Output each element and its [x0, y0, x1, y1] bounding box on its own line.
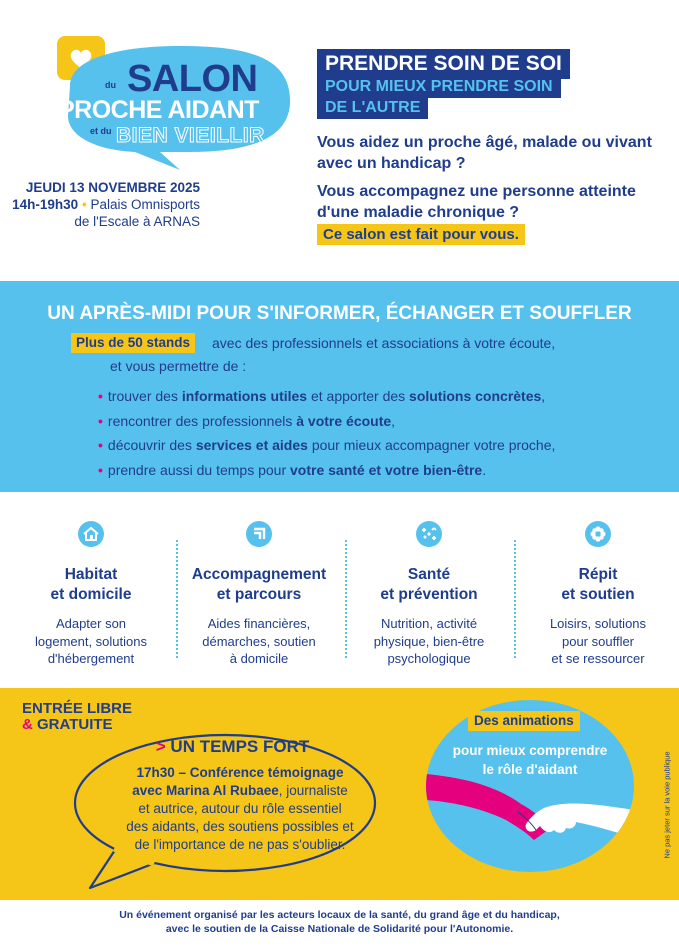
bullet-text: trouver des: [107, 388, 182, 404]
bullet-dot: •: [98, 412, 103, 429]
theme-title-1: Santé: [407, 566, 451, 583]
event-place-2: de l'Escale à ARNAS: [74, 214, 200, 229]
animations-text: [430, 741, 630, 779]
theme-title-2: et soutien: [561, 586, 635, 603]
theme-title-2: et prévention: [380, 586, 478, 603]
logo-salon: SALON: [127, 58, 258, 100]
footer-line-1: Un événement organisé par les acteurs locaux de la santé, du grand âge et du handicap,: [119, 909, 560, 921]
house-icon: [77, 520, 105, 548]
theme-title-1: Habitat: [64, 566, 118, 583]
question-2: Vous accompagnez une personne atteinte d'une maladie chronique ?: [317, 183, 636, 221]
bullet-text: ,: [391, 412, 396, 429]
headline-title: PRENDRE SOIN DE SOI: [317, 49, 570, 79]
info-band-title: UN APRÈS-MIDI POUR S'INFORMER, ÉCHANGER ET SOUFFLER: [47, 303, 632, 324]
headline-sub-2: DE L'AUTRE: [317, 97, 428, 119]
bullet-bold: solutions concrètes: [409, 388, 542, 404]
tagline: Ce salon est fait pour vous.: [317, 224, 525, 245]
footer: [0, 908, 679, 936]
theme-desc: logement, solutions: [34, 633, 147, 649]
theme-habitat: [7, 520, 175, 668]
bullet-text: ,: [541, 388, 546, 404]
event-place-1: Palais Omnisports: [90, 197, 200, 212]
theme-desc: physique, bien-être: [373, 633, 485, 649]
temps-fort-title: [0, 737, 440, 757]
bullet-text: et apporter des: [307, 388, 410, 404]
bullet-text: prendre aussi du temps pour: [107, 461, 291, 478]
bullet-item: [98, 458, 555, 483]
theme-title-2: et parcours: [216, 586, 302, 603]
event-hours: 14h-19h30: [12, 197, 79, 212]
theme-desc: Adapter son: [55, 616, 127, 631]
flower-icon: [584, 520, 612, 548]
theme-accompagnement: [175, 520, 343, 668]
theme-title-2: et domicile: [50, 586, 132, 603]
stands-tag: Plus de 50 stands: [71, 333, 195, 353]
bullet-text: .: [482, 461, 487, 478]
theme-title-1: Accompagnement: [191, 566, 327, 583]
event-hours-place: [0, 196, 200, 213]
bullet-dot: •: [98, 388, 103, 404]
bullet-item: [98, 409, 555, 434]
theme-desc: à domicile: [229, 651, 289, 666]
theme-desc: Nutrition, activité: [380, 616, 478, 631]
bullet-dot: •: [98, 437, 103, 453]
theme-desc: d'hébergement: [47, 651, 135, 666]
theme-repit: [514, 520, 679, 668]
temps-fort-line: des aidants, des soutiens possibles et: [126, 819, 354, 834]
logo-et-du: et du: [90, 126, 112, 136]
logo-du: du: [105, 80, 116, 90]
legal-note: [662, 735, 672, 875]
theme-desc: démarches, soutien: [202, 633, 316, 649]
bullet-bold: à votre écoute: [296, 412, 392, 429]
bullet-dot: •: [98, 461, 103, 478]
theme-desc: pour souffler: [561, 633, 635, 649]
info-bullets: [98, 384, 555, 482]
question-1: Vous aidez un proche âgé, malade ou vivant avec un handicap ?: [317, 134, 652, 172]
logo-proche-aidant: PROCHE AIDANT: [58, 96, 259, 124]
bullet-text: découvrir des: [107, 437, 196, 453]
legal-text: Ne pas jeter sur la voie publique: [662, 751, 672, 859]
animations-tag: Des animations: [468, 711, 580, 731]
bullet-item: [98, 384, 555, 409]
speaker-role: , journaliste: [278, 783, 348, 798]
entry-gratuite: GRATUITE: [32, 716, 113, 733]
health-icon: [415, 520, 443, 548]
info-line-1: avec des professionnels et associations à votre écoute,: [212, 335, 556, 351]
temps-fort-text: [95, 764, 385, 854]
bullet-text: rencontrer des professionnels: [107, 412, 297, 429]
info-line-2: et vous permettre de :: [110, 358, 247, 374]
theme-title-1: Répit: [578, 566, 618, 583]
theme-desc: psychologique: [387, 651, 471, 666]
event-info: [0, 179, 200, 230]
theme-desc: et se ressourcer: [551, 651, 645, 666]
theme-sante: [345, 520, 513, 668]
event-date: JEUDI 13 NOVEMBRE 2025: [25, 180, 200, 195]
bullet-text: pour mieux accompagner votre proche,: [307, 437, 556, 453]
bullet-bold: informations utiles: [181, 388, 308, 404]
arrow-icon: >: [155, 737, 166, 756]
temps-fort-label: UN TEMPS FORT: [165, 737, 310, 756]
theme-desc: Aides financières,: [207, 616, 311, 631]
logo-bien-vieillir: BIEN VIEILLIR: [116, 124, 265, 147]
separator-dot: •: [81, 197, 87, 212]
temps-fort-line: de l'importance de ne pas s'oublier.: [134, 837, 346, 852]
theme-desc: Loisirs, solutions: [549, 616, 647, 631]
entry-amp: &: [22, 716, 33, 733]
footer-line-2: avec le soutien de la Caisse Nationale de Solidarité pour l'Autonomie.: [165, 923, 514, 935]
speaker-name: avec Marina Al Rubaee: [132, 783, 279, 798]
entry-line-1: ENTRÉE LIBRE: [22, 700, 133, 717]
animations-line-1: pour mieux comprendre: [452, 743, 608, 758]
bullet-bold: services et aides: [195, 437, 308, 453]
bullet-bold: votre santé et votre bien-être: [290, 461, 483, 478]
guidance-icon: [245, 520, 273, 548]
headline-sub-1: POUR MIEUX PRENDRE SOIN: [317, 76, 561, 98]
conference-time: 17h30 – Conférence témoignage: [136, 765, 344, 780]
animations-line-2: le rôle d'aidant: [482, 762, 578, 777]
temps-fort-line: et autrice, autour du rôle essentiel: [138, 801, 342, 816]
bullet-item: [98, 433, 555, 458]
